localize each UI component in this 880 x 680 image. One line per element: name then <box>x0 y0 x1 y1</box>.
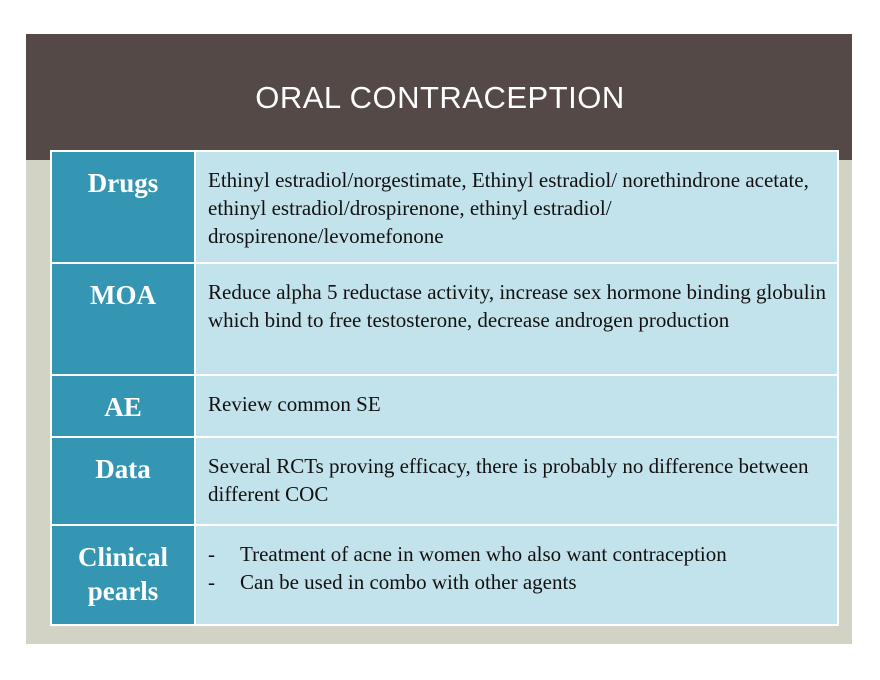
table-row-moa <box>51 263 838 375</box>
info-table <box>50 150 839 626</box>
row-content-drugs: Ethinyl estradiol/norgestimate, Ethinyl estradiol/ norethindrone acetate, ethinyl estradiol/drospirenone, ethinyl estradiol/ drospirenone/levomefonone <box>195 151 838 263</box>
list-item <box>208 568 827 596</box>
row-label-clinical-pearls <box>51 525 195 625</box>
list-item-text: Treatment of acne in women who also want contraception <box>240 542 727 566</box>
row-label-drugs: Drugs <box>51 151 195 263</box>
row-label-moa: MOA <box>51 263 195 375</box>
list-item <box>208 540 827 568</box>
row-label-line-2: pearls <box>87 576 159 606</box>
pearls-list <box>208 540 827 596</box>
row-content-clinical-pearls <box>195 525 838 625</box>
table-row-drugs <box>51 151 838 263</box>
row-content-data: Several RCTs proving efficacy, there is probably no difference between different COC <box>195 437 838 525</box>
table-row-ae <box>51 375 838 437</box>
row-label-data: Data <box>51 437 195 525</box>
dash-bullet-icon: - <box>208 570 215 594</box>
table-row-clinical-pearls <box>51 525 838 625</box>
row-content-moa: Reduce alpha 5 reductase activity, increase sex hormone binding globulin which bind to free testosterone, decrease androgen production <box>195 263 838 375</box>
row-label-ae: AE <box>51 375 195 437</box>
list-item-text: Can be used in combo with other agents <box>240 570 577 594</box>
row-content-ae: Review common SE <box>195 375 838 437</box>
dash-bullet-icon: - <box>208 542 215 566</box>
slide-title: ORAL CONTRACEPTION <box>255 80 625 115</box>
table-row-data <box>51 437 838 525</box>
row-label-line-1: Clinical <box>77 542 168 572</box>
